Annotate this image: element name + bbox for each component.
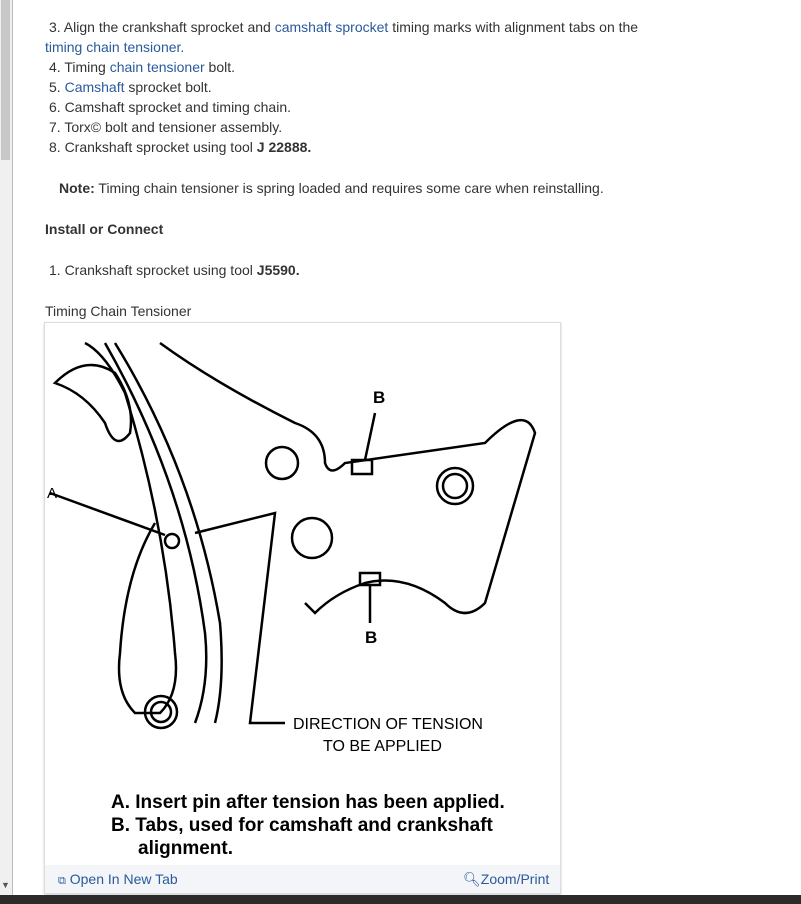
open-new-tab-link[interactable] bbox=[58, 871, 178, 888]
label-b-top: B bbox=[373, 388, 386, 407]
note bbox=[59, 178, 604, 198]
text: timing marks with alignment tabs on the bbox=[388, 19, 639, 35]
text: 1. Crankshaft sprocket using tool bbox=[49, 262, 257, 278]
tool-number: J5590. bbox=[256, 262, 300, 278]
link-camshaft-sprocket[interactable]: camshaft sprocket bbox=[274, 19, 389, 35]
scrollbar-thumb[interactable] bbox=[1, 0, 10, 160]
text: 8. Crankshaft sprocket using tool bbox=[49, 139, 257, 155]
link-camshaft[interactable]: Camshaft bbox=[64, 79, 125, 95]
caption-b-cont: alignment. bbox=[138, 838, 234, 859]
zoom-icon: 🔍︎ bbox=[463, 871, 481, 887]
text: 3. Align the crankshaft sprocket and bbox=[49, 19, 275, 35]
step-8 bbox=[49, 137, 311, 157]
text: bolt. bbox=[204, 59, 236, 75]
note-text: Timing chain tensioner is spring loaded and requires some care when reinstalling. bbox=[94, 180, 604, 196]
figure-title: Timing Chain Tensioner bbox=[45, 303, 192, 319]
text: 4. Timing bbox=[49, 59, 110, 75]
label-b-bottom: B bbox=[365, 628, 378, 647]
direction-label-2: TO BE APPLIED bbox=[323, 738, 442, 755]
step-6: 6. Camshaft sprocket and timing chain. bbox=[49, 99, 292, 115]
caption-a: A. Insert pin after tension has been applied. bbox=[111, 792, 505, 813]
open-tab-icon: ⧉ bbox=[58, 875, 66, 887]
label-a: A bbox=[47, 485, 58, 502]
step-7: 7. Torx© bolt and tensioner assembly. bbox=[49, 119, 283, 135]
figure-card bbox=[44, 322, 561, 894]
link-timing-chain-tensioner[interactable]: timing chain tensioner. bbox=[45, 39, 185, 55]
text: sprocket bolt. bbox=[124, 79, 212, 95]
section-heading: Install or Connect bbox=[45, 221, 164, 237]
step-3 bbox=[49, 17, 638, 37]
caption-b: B. Tabs, used for camshaft and crankshaft bbox=[111, 815, 493, 836]
tool-number: J 22888. bbox=[256, 139, 312, 155]
link-chain-tensioner[interactable]: chain tensioner bbox=[109, 59, 205, 75]
install-step-1 bbox=[49, 260, 300, 280]
step-4 bbox=[49, 57, 235, 77]
direction-label-1: DIRECTION OF TENSION bbox=[293, 716, 483, 733]
note-label: Note: bbox=[59, 180, 95, 196]
zoom-label: Zoom/Print bbox=[480, 871, 550, 887]
scroll-down-arrow[interactable]: ▼ bbox=[1, 880, 10, 890]
figure-footer bbox=[45, 865, 560, 893]
scrollbar[interactable] bbox=[0, 0, 13, 895]
taskbar bbox=[0, 895, 801, 904]
step-5 bbox=[49, 77, 212, 97]
text: 5. bbox=[49, 79, 65, 95]
zoom-print-link[interactable] bbox=[463, 871, 549, 888]
tensioner-diagram bbox=[45, 323, 560, 863]
open-tab-label: Open In New Tab bbox=[69, 871, 178, 887]
